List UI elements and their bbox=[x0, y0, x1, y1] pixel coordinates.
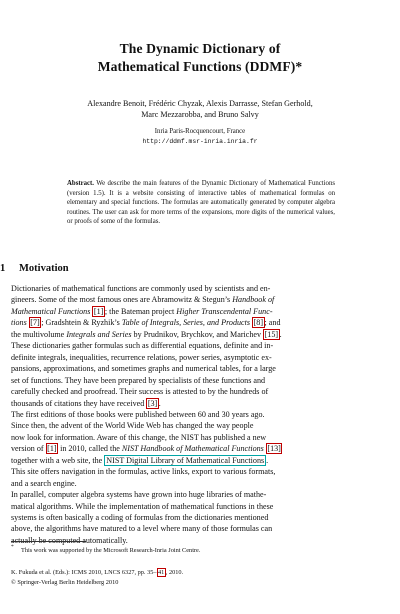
body-line bbox=[11, 329, 389, 340]
citation-link[interactable]: [13] bbox=[267, 444, 281, 454]
publication-info-prefix: K. Fukuda et al. (Eds.): ICMS 2010, LNCS 6327, pp. 35– bbox=[11, 569, 157, 576]
citation-link[interactable]: [1] bbox=[93, 306, 104, 316]
body-line bbox=[11, 523, 389, 534]
body-text-run: This site offers navigation in the formulas, active links, export to various formats, bbox=[11, 467, 276, 477]
paper-title-line-2: Mathematical Functions (DDMF)* bbox=[97, 59, 303, 74]
body-text-run: The first editions of those books were published between 60 and 30 years ago. bbox=[11, 409, 265, 419]
body-line bbox=[11, 317, 389, 328]
citation-link[interactable]: [3] bbox=[147, 398, 158, 408]
body-text-run: above, the algorithms have matured to a level where many of those formulas can bbox=[11, 524, 273, 534]
body-text-run: the multivolume bbox=[11, 329, 67, 339]
body-line bbox=[11, 294, 389, 305]
body-line bbox=[11, 375, 389, 386]
italic-title: NIST Handbook of Mathematical Functions bbox=[121, 444, 264, 454]
body-text-run: Dictionaries of mathematical functions are commonly used by scientists and en- bbox=[11, 284, 271, 293]
paper-title-line-1: The Dynamic Dictionary of bbox=[119, 41, 281, 56]
body-line bbox=[11, 443, 389, 454]
body-line bbox=[11, 363, 389, 374]
nist-dlmf-link[interactable]: NIST Digital Library of Mathematical Functions bbox=[106, 455, 265, 465]
body-text-run: ; the Bateman project bbox=[104, 306, 177, 316]
affiliation: Inria Paris-Rocquencourt, France bbox=[154, 128, 246, 135]
body-text-run: together with a web site, the bbox=[11, 455, 105, 465]
body-line bbox=[11, 306, 389, 317]
body-text-run: by Prudnikov, Brychkov, and Marichev bbox=[131, 329, 264, 339]
body-text-run: . bbox=[158, 398, 161, 408]
italic-title: Table of Integrals, Series, and Products bbox=[121, 318, 251, 328]
website-url[interactable]: http://ddmf.msr-inria.inria.fr bbox=[142, 138, 258, 145]
body-line bbox=[11, 501, 389, 512]
body-text-run: . bbox=[279, 329, 282, 339]
body-text-run: matical algorithms. While the implementation of mathematical functions in these bbox=[11, 501, 274, 511]
italic-title: Integrals and Series bbox=[66, 329, 132, 339]
section-number: 1 bbox=[0, 263, 6, 274]
abstract-text: We describe the main features of the Dynamic Dictionary of Mathematical Functions (version 1.5). It is a website consisting of interactive tables of mathematical formulas on elementary and special functions. The formulas are automatically generated by computer algebra routines. The user can ask for more terms of the expansions, more digits of the numerical values, or proofs of some of the formulas. bbox=[67, 180, 335, 225]
abstract bbox=[67, 179, 335, 227]
authors-line-2: Marc Mezzarobba, and Bruno Salvy bbox=[141, 110, 259, 119]
italic-title: Mathematical Functions bbox=[11, 306, 91, 316]
citation-link[interactable]: [7] bbox=[30, 318, 40, 328]
body-line bbox=[11, 489, 389, 500]
body-text-run: pansions, approximations, and sometimes graphs and numerical tables, for a large bbox=[11, 364, 276, 374]
citation-link[interactable]: [1] bbox=[47, 444, 57, 454]
body-line bbox=[11, 352, 389, 363]
body-text-run: . bbox=[266, 455, 269, 465]
body-line bbox=[11, 283, 389, 294]
publication-info bbox=[11, 568, 183, 577]
page-range-link[interactable]: 41 bbox=[158, 569, 165, 576]
body-text-run: In parallel, computer algebra systems have grown into huge libraries of mathe- bbox=[11, 490, 267, 500]
body-text-run: carefully checked and proofread. Their success is attested to by the hundreds of bbox=[11, 387, 269, 397]
body-text-run: actually be computed automatically. bbox=[11, 535, 128, 545]
abstract-label: Abstract. bbox=[67, 180, 94, 187]
body-line bbox=[11, 420, 389, 431]
footnote-rule bbox=[11, 541, 86, 542]
body-text-run: definite integrals, inequalities, recurrence relations, power series, asymptotic ex- bbox=[11, 352, 272, 362]
body-text-run: These dictionaries gather formulas such as differential equations, definite and in- bbox=[11, 341, 274, 351]
italic-title: Higher Transcendental Func- bbox=[176, 306, 273, 316]
body-text-run: and a search engine. bbox=[11, 478, 77, 488]
body-line bbox=[11, 512, 389, 523]
body-text-run: ; Gradshtein & Ryzhik’s bbox=[41, 318, 122, 328]
section-title: Motivation bbox=[19, 263, 69, 274]
body-line bbox=[11, 340, 389, 351]
body-line bbox=[11, 478, 389, 489]
publication-info-suffix: , 2010. bbox=[165, 569, 184, 576]
body-line bbox=[11, 398, 389, 409]
body-line bbox=[11, 386, 389, 397]
body-line bbox=[11, 432, 389, 443]
body-text-run: systems is often basically a coding of formulas from the dictionaries mentioned bbox=[11, 513, 269, 522]
body-text-run: thousands of citations they have received bbox=[11, 398, 147, 408]
italic-title: Handbook of bbox=[232, 295, 275, 305]
citation-link[interactable]: [15] bbox=[264, 329, 279, 339]
footnote-mark: * bbox=[11, 544, 14, 550]
body-text-run: gineers. Some of the most famous ones are Abramowitz & Stegun’s bbox=[11, 295, 233, 305]
italic-title: tions bbox=[11, 318, 27, 328]
copyright-line: © Springer-Verlag Berlin Heidelberg 2010 bbox=[11, 579, 119, 586]
body-text-run: ; and bbox=[264, 318, 281, 328]
footnote-text: This work was supported by the Microsoft Research-Inria Joint Centre. bbox=[21, 547, 201, 554]
body-text-run: set of functions. They have been prepared by specialists of these functions and bbox=[11, 375, 266, 385]
body-text-run: in 2010, called the bbox=[58, 444, 122, 454]
body-text-run: version of bbox=[11, 444, 46, 454]
citation-link[interactable]: [8] bbox=[253, 318, 264, 328]
body-line bbox=[11, 455, 389, 466]
body-text-run: Since then, the advent of the World Wide Web has changed the way people bbox=[11, 421, 254, 431]
body-line bbox=[11, 409, 389, 420]
body-text-run: now look for information. Aware of this change, the NIST has published a new bbox=[11, 432, 267, 442]
authors-line-1: Alexandre Benoit, Frédéric Chyzak, Alexis Darrasse, Stefan Gerhold, bbox=[87, 99, 313, 108]
body-line bbox=[11, 466, 389, 477]
